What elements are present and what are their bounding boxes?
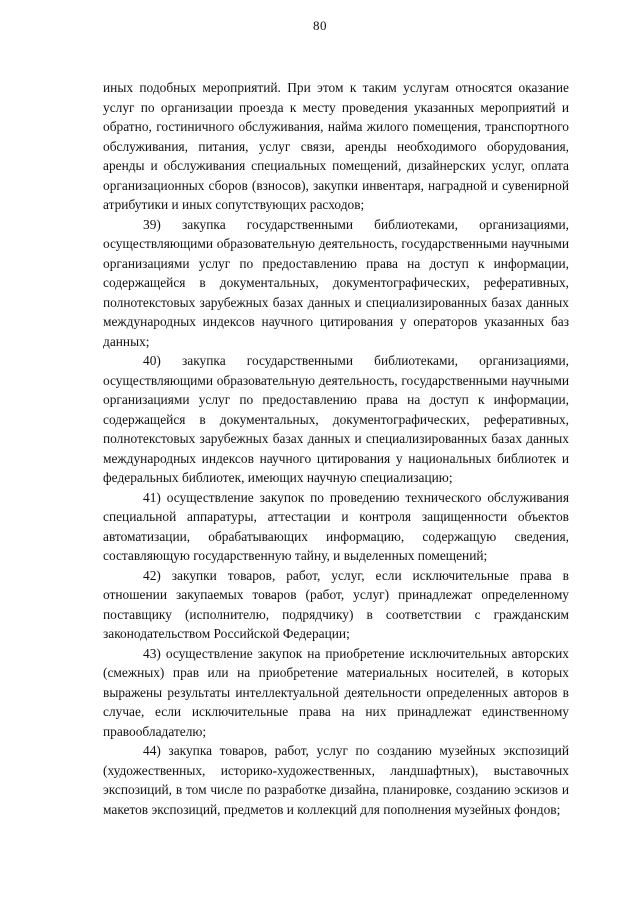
list-item-44: 44) закупка товаров, работ, услуг по созданию музейных экспозиций (художественных, историко-художественных, ландшафтных), выставочных экспозиций, в том числе по разработке дизайна, планировке, созданию эскизов и макетов экспозиций, предметов и коллекций для пополнения музейных фондов; — [103, 743, 569, 817]
document-body — [103, 78, 569, 819]
list-item-42: 42) закупки товаров, работ, услуг, если исключительные права в отношении закупаемых товаров (работ, услуг) принадлежат определенному поставщику (исполнителю, подрядчику) в соответствии с гражданским законодательством Российской Федерации; — [103, 567, 569, 641]
paragraph-continuation: иных подобных мероприятий. При этом к таким услугам относятся оказание услуг по организации проезда к месту проведения указанных мероприятий и обратно, гостиничного обслуживания, найма жилого помещения, транспортного обслуживания, питания, услуг связи, аренды необходимого оборудования, аренды и обслуживания специальных помещений, дизайнерских услуг, оплата организационных сборов (взносов), закупки инвентаря, наградной и сувенирной атрибутики и иных сопутствующих расходов; — [103, 80, 569, 212]
page-number: 80 — [313, 18, 327, 33]
list-item-43: 43) осуществление закупок на приобретение исключительных авторских (смежных) прав или на приобретение материальных носителей, в которых выражены результаты интеллектуальной деятельности определенных авторов в случае, если исключительные права на них принадлежат единственному правообладателю; — [103, 645, 569, 739]
list-item-40: 40) закупка государственными библиотеками, организациями, осуществляющими образовательную деятельность, государственными научными организациями услуг по предоставлению права на доступ к информации, содержащейся в документальных, документографических, реферативных, полнотекстовых зарубежных базах данных и специализированных базах данных международных индексов научного цитирования у национальных библиотек и федеральных библиотек, имеющих научную специализацию; — [103, 353, 569, 485]
list-item-41: 41) осуществление закупок по проведению технического обслуживания специальной аппаратуры, аттестации и контроля защищенности объектов автоматизации, обрабатывающих информацию, содержащую сведения, составляющую государственную тайну, и выделенных помещений; — [103, 489, 569, 563]
list-item-39: 39) закупка государственными библиотеками, организациями, осуществляющими образовательную деятельность, государственными научными организациями услуг по предоставлению права на доступ к информации, содержащейся в документальных, документографических, реферативных, полнотекстовых зарубежных базах данных и специализированных базах данных международных индексов научного цитирования у операторов указанных баз данных; — [103, 216, 569, 349]
